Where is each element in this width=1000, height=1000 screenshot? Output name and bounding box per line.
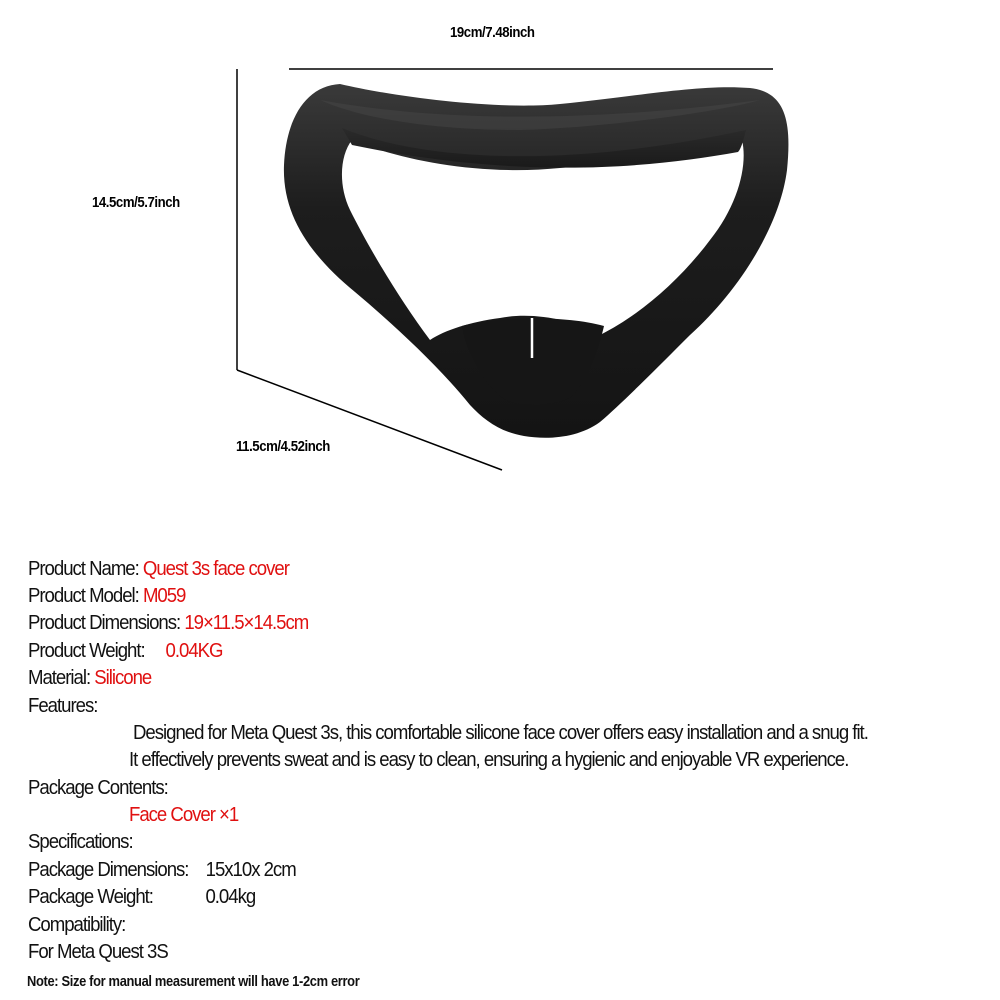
product-weight-label: Product Weight: [28, 640, 145, 662]
material-row [28, 666, 151, 690]
package-contents-heading: Package Contents: [28, 777, 168, 799]
compatibility-heading: Compatibility: [28, 914, 126, 936]
material-value: Silicone [94, 667, 152, 689]
product-dimensions-value: 19×11.5×14.5cm [184, 612, 309, 634]
depth-label: 11.5cm/4.52inch [236, 438, 330, 455]
product-dimensions-row [28, 611, 308, 635]
product-weight-value: 0.04KG [165, 640, 223, 662]
product-dimensions-label: Product Dimensions: [28, 612, 181, 634]
package-contents-item: Face Cover ×1 [129, 804, 239, 826]
package-weight-row [28, 885, 255, 909]
product-model-value: M059 [142, 585, 186, 607]
package-weight-label: Package Weight: [28, 886, 153, 908]
product-model-label: Product Model: [28, 585, 139, 607]
product-name-row [28, 557, 289, 581]
package-contents-value [129, 803, 238, 827]
product-name-label: Product Name: [28, 558, 139, 580]
height-label: 14.5cm/5.7inch [92, 194, 180, 211]
product-model-row [28, 584, 185, 608]
compatibility-value: For Meta Quest 3S [28, 941, 168, 963]
material-label: Material: [28, 667, 91, 689]
package-weight-value: 0.04kg [205, 886, 256, 908]
width-label: 19cm/7.48inch [450, 24, 535, 41]
package-dimensions-row [28, 858, 296, 882]
features-text-line-2: It effectively prevents sweat and is easy to clean, ensuring a hygienic and enjoyable VR experience. [129, 749, 849, 771]
product-weight-row [28, 639, 223, 663]
measurement-note: Note: Size for manual measurement will have 1-2cm error [27, 973, 360, 990]
specifications-heading: Specifications: [28, 831, 133, 853]
features-heading: Features: [28, 695, 98, 717]
package-dimensions-value: 15x10x 2cm [205, 859, 296, 881]
features-text-line-1: Designed for Meta Quest 3s, this comfortable silicone face cover offers easy installation and a snug fit. [133, 722, 868, 744]
product-name-value: Quest 3s face cover [142, 558, 289, 580]
face-cover-image [284, 84, 789, 438]
package-dimensions-label: Package Dimensions: [28, 859, 189, 881]
